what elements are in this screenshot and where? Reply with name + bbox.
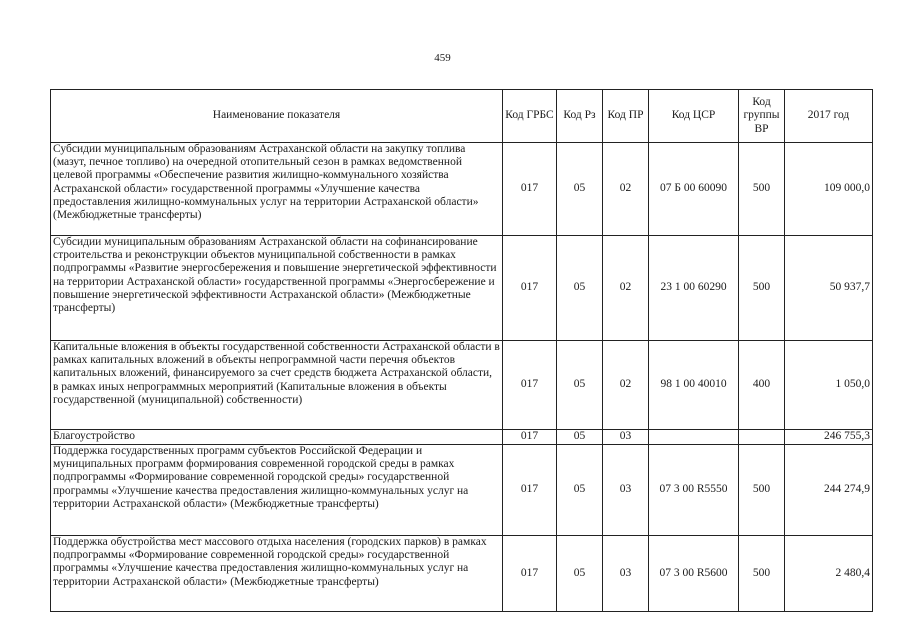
header-grbs: Код ГРБС [503,90,557,143]
header-year: 2017 год [785,90,873,143]
row-rz: 05 [557,236,603,341]
budget-table [50,89,873,612]
row-amount: 1 050,0 [785,341,873,430]
row-csr: 07 3 00 R5550 [649,445,739,536]
row-vr [739,430,785,445]
table-header-row [51,90,873,143]
row-pr: 03 [603,430,649,445]
row-grbs: 017 [503,341,557,430]
row-amount: 246 755,3 [785,430,873,445]
row-pr: 03 [603,445,649,536]
row-csr: 07 Б 00 60090 [649,143,739,236]
header-rz: Код Рз [557,90,603,143]
table-row [51,236,873,341]
row-amount: 109 000,0 [785,143,873,236]
row-rz: 05 [557,536,603,612]
header-name: Наименование показателя [51,90,503,143]
row-name: Поддержка обустройства мест массового отдыха населения (городских парков) в рамках подпрограммы «Формирование современной городской среды» государственной программы «Улучшение качества предоставления жилищно-коммунальных услуг на территории Астраханской области» (Межбюджетные трансферты) [51,536,503,612]
row-vr: 500 [739,236,785,341]
table-row [51,430,873,445]
row-pr: 03 [603,536,649,612]
row-pr: 02 [603,236,649,341]
header-pr: Код ПР [603,90,649,143]
row-vr: 400 [739,341,785,430]
row-rz: 05 [557,341,603,430]
row-amount: 244 274,9 [785,445,873,536]
header-csr: Код ЦСР [649,90,739,143]
table-row [51,341,873,430]
row-rz: 05 [557,143,603,236]
row-csr [649,430,739,445]
row-vr: 500 [739,536,785,612]
header-vr: Код группы ВР [739,90,785,143]
row-rz: 05 [557,430,603,445]
table-row [51,143,873,236]
row-pr: 02 [603,341,649,430]
row-csr: 07 3 00 R5600 [649,536,739,612]
row-name: Капитальные вложения в объекты государственной собственности Астраханской области в рамках капитальных вложений в объекты непрограммной части перечня объектов капитальных вложений, финансируемого за счет средств бюджета Астраханской области, в рамках иных непрограммных мероприятий (Капитальные вложения в объекты государственной (муниципальной) собственности) [51,341,503,430]
row-grbs: 017 [503,430,557,445]
table-row [51,536,873,612]
row-amount: 2 480,4 [785,536,873,612]
row-name: Субсидии муниципальным образованиям Астраханской области на закупку топлива (мазут, печное топливо) на очередной отопительный сезон в рамках ведомственной целевой программы «Обеспечение развития жилищно-коммунального хозяйства Астраханской области» государственной программы «Улучшение качества предоставления жилищно-коммунальных услуг на территории Астраханской области» (Межбюджетные трансферты) [51,143,503,236]
row-csr: 23 1 00 60290 [649,236,739,341]
row-rz: 05 [557,445,603,536]
row-vr: 500 [739,445,785,536]
row-grbs: 017 [503,236,557,341]
row-vr: 500 [739,143,785,236]
page-number: 459 [434,52,451,64]
row-grbs: 017 [503,536,557,612]
row-grbs: 017 [503,445,557,536]
row-amount: 50 937,7 [785,236,873,341]
row-csr: 98 1 00 40010 [649,341,739,430]
row-name: Благоустройство [51,430,503,445]
row-name: Поддержка государственных программ субъектов Российской Федерации и муниципальных программ формирования современной городской среды в рамках подпрограммы «Формирование современной городской среды» государственной программы «Улучшение качества предоставления жилищно-коммунальных услуг на территории Астраханской области» (Межбюджетные трансферты) [51,445,503,536]
row-pr: 02 [603,143,649,236]
table-row [51,445,873,536]
row-grbs: 017 [503,143,557,236]
row-name: Субсидии муниципальным образованиям Астраханской области на софинансирование строительства и реконструкции объектов муниципальной собственности в рамках подпрограммы «Развитие энергосбережения и повышение энергетической эффективности на территории Астраханской области» государственной программы «Энергосбережение и повышение энергетической эффективности Астраханской области» (Межбюджетные трансферты) [51,236,503,341]
